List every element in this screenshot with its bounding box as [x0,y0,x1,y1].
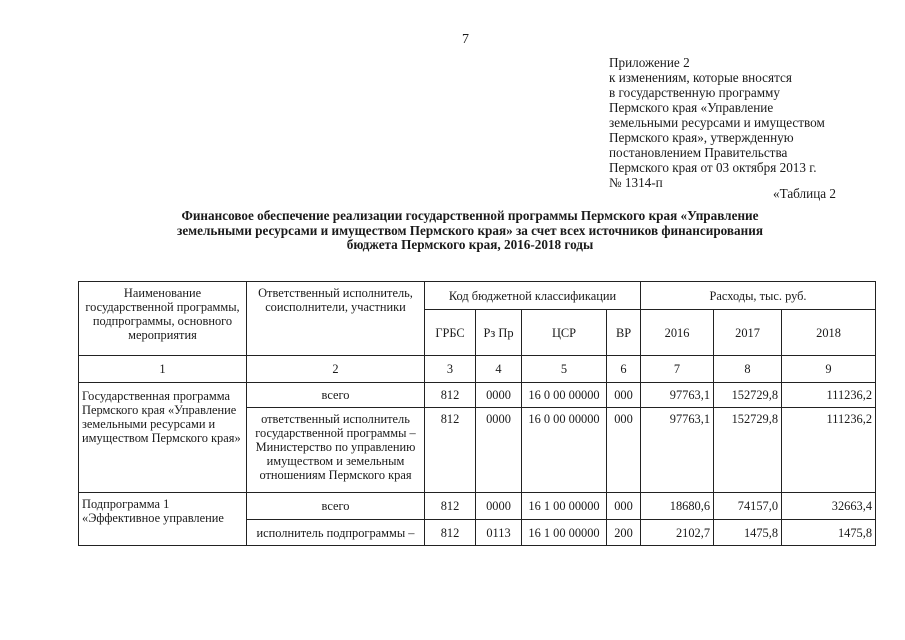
column-number: 4 [476,356,522,383]
column-number: 1 [79,356,247,383]
appendix-line: земельными ресурсами и имуществом [609,115,825,130]
header-grbs: ГРБС [425,310,476,356]
amount-2018-cell: 32663,4 [782,493,876,520]
rzpr-cell: 0000 [476,493,522,520]
amount-2016-cell: 97763,1 [641,408,714,493]
responsible-cell: ответственный исполнитель государственной программы – Министерство по управлению имуществом и земельным отношениям Пермского края [247,408,425,493]
amount-2016-cell: 2102,7 [641,520,714,546]
column-number: 3 [425,356,476,383]
appendix-note [609,55,869,190]
header-rzpr: Рз Пр [476,310,522,356]
budget-table [78,281,876,546]
appendix-line: в государственную программу [609,85,780,100]
amount-2017-cell: 152729,8 [714,383,782,408]
vr-cell: 000 [607,408,641,493]
amount-2016-cell: 18680,6 [641,493,714,520]
table-row [79,383,876,408]
column-number: 7 [641,356,714,383]
appendix-line: Приложение 2 [609,55,690,70]
appendix-line: постановлением Правительства [609,145,788,160]
header-budget-code: Код бюджетной классификации [425,282,641,310]
appendix-line: к изменениям, которые вносятся [609,70,792,85]
table-label: «Таблица 2 [773,186,836,201]
program-name: Государственная программа Пермского края «Управление земельными ресурсами и имуществом Пермского края» [79,383,247,493]
appendix-line: Пермского края», утвержденную [609,130,794,145]
rzpr-cell: 0000 [476,408,522,493]
amount-2016-cell: 97763,1 [641,383,714,408]
subprogram-name: Подпрограмма 1 «Эффективное управление [79,493,247,546]
responsible-cell: исполнитель подпрограммы – [247,520,425,546]
header-expenses: Расходы, тыс. руб. [641,282,876,310]
csr-cell: 16 0 00 00000 [522,383,607,408]
rzpr-cell: 0113 [476,520,522,546]
appendix-line: Пермского края от 03 октября 2013 г. [609,160,817,175]
amount-2018-cell: 111236,2 [782,383,876,408]
grbs-cell: 812 [425,493,476,520]
amount-2017-cell: 1475,8 [714,520,782,546]
amount-2017-cell: 152729,8 [714,408,782,493]
vr-cell: 000 [607,383,641,408]
csr-cell: 16 0 00 00000 [522,408,607,493]
column-number: 2 [247,356,425,383]
column-number: 8 [714,356,782,383]
csr-cell: 16 1 00 00000 [522,520,607,546]
header-year-2018: 2018 [782,310,876,356]
vr-cell: 200 [607,520,641,546]
csr-cell: 16 1 00 00000 [522,493,607,520]
header-year-2017: 2017 [714,310,782,356]
column-number: 6 [607,356,641,383]
appendix-line: № 1314-п [609,175,663,190]
header-csr: ЦСР [522,310,607,356]
amount-2018-cell: 1475,8 [782,520,876,546]
header-name: Наименование государственной программы, подпрограммы, основного мероприятия [79,282,247,356]
amount-2017-cell: 74157,0 [714,493,782,520]
vr-cell: 000 [607,493,641,520]
grbs-cell: 812 [425,408,476,493]
table-header-row [79,282,876,310]
grbs-cell: 812 [425,383,476,408]
grbs-cell: 812 [425,520,476,546]
column-number: 5 [522,356,607,383]
amount-2018-cell: 111236,2 [782,408,876,493]
header-vr: ВР [607,310,641,356]
table-row [79,493,876,520]
responsible-cell: всего [247,383,425,408]
column-number: 9 [782,356,876,383]
document-title: Финансовое обеспечение реализации государственной программы Пермского края «Управление земельными ресурсами и имуществом Пермского края» за счет всех источников финансирования бюджета Пермского края, 2016-2018 годы [177,208,763,252]
page-number: 7 [462,32,469,47]
responsible-cell: всего [247,493,425,520]
appendix-line: Пермского края «Управление [609,100,774,115]
rzpr-cell: 0000 [476,383,522,408]
column-numbers-row [79,356,876,383]
header-responsible: Ответственный исполнитель, соисполнители, участники [247,282,425,356]
header-year-2016: 2016 [641,310,714,356]
